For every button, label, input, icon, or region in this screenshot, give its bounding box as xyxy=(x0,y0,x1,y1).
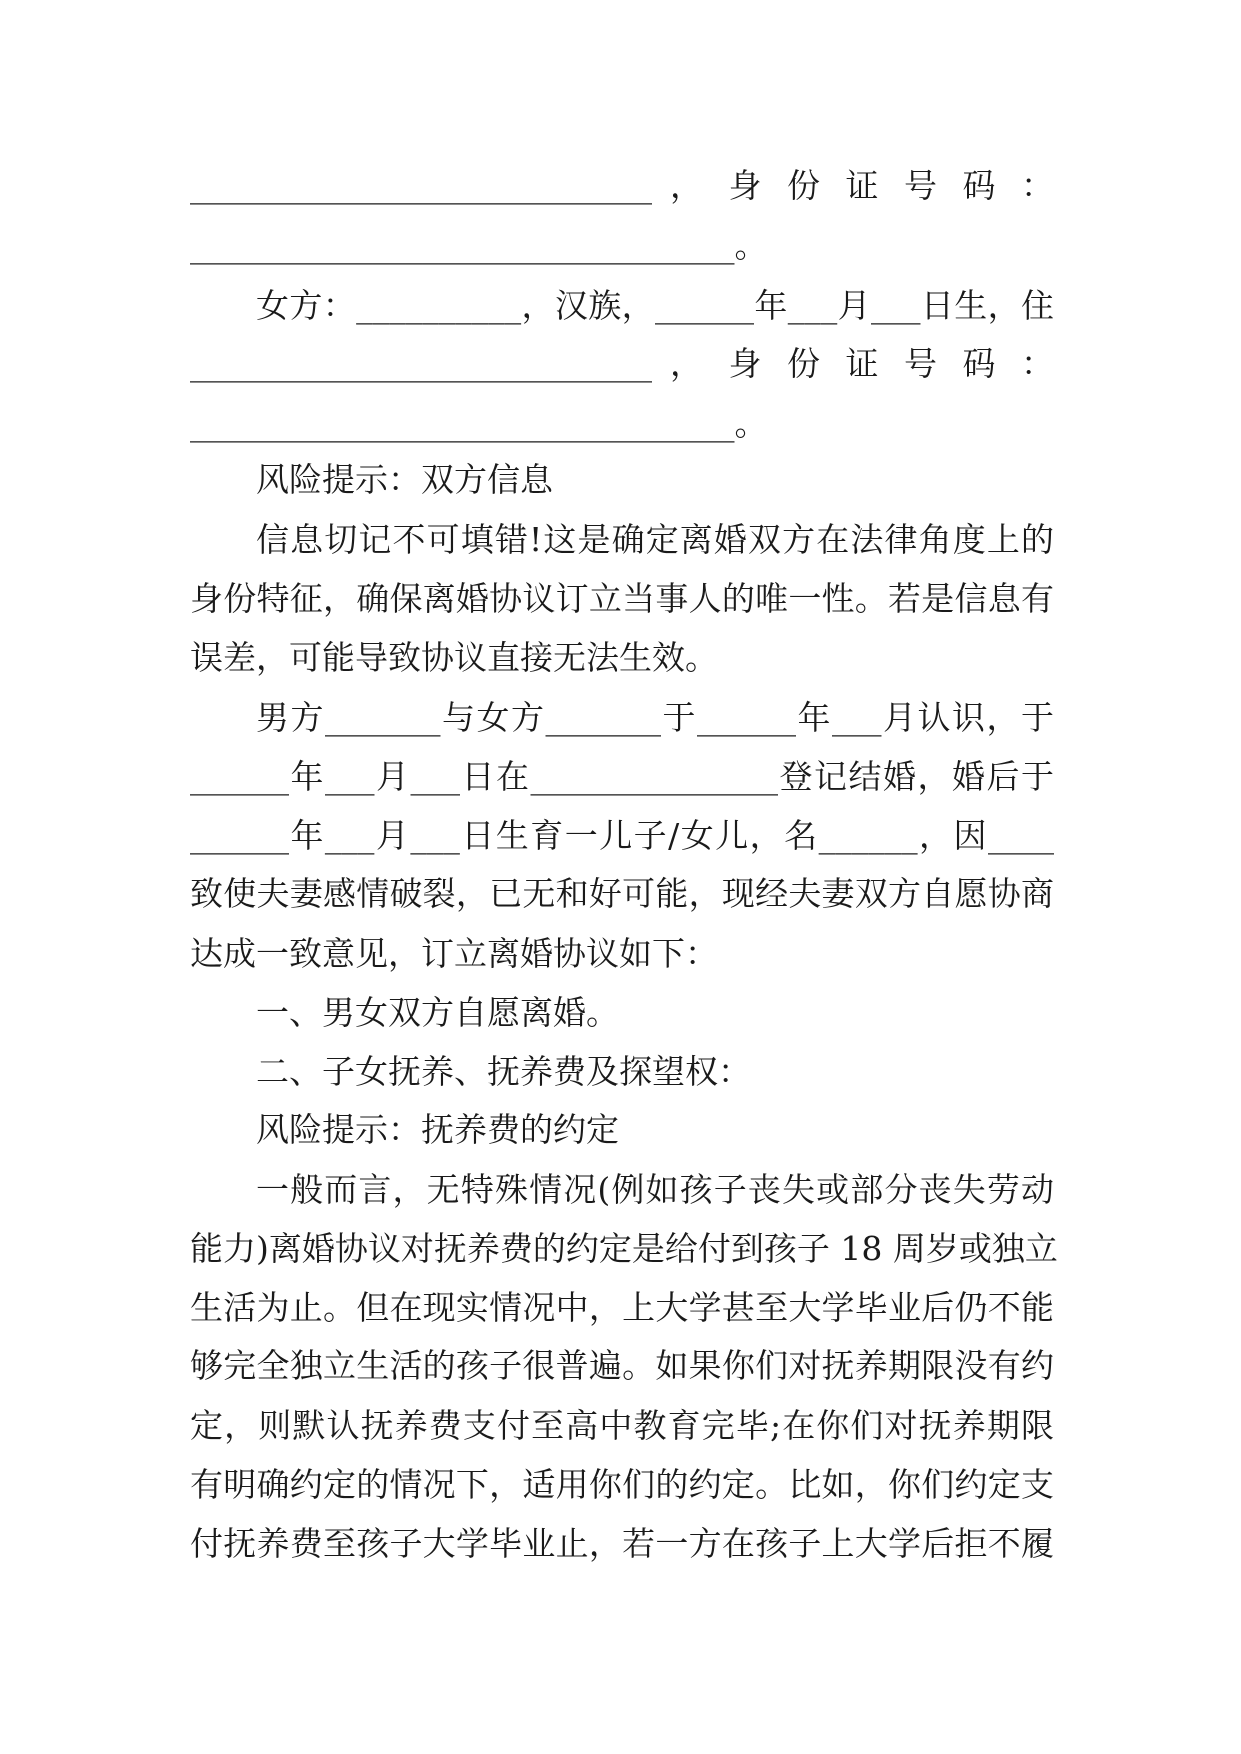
paragraph-line: 够完全独立生活的孩子很普遍。如果你们对抚养期限没有约 xyxy=(190,1346,1054,1385)
paragraph-line: 一般而言，无特殊情况(例如孩子丧失或部分丧失劳动 xyxy=(256,1170,1054,1209)
paragraph-line: 达成一致意见，订立离婚协议如下： xyxy=(190,934,718,973)
clause-two-heading: 二、子女抚养、抚养费及探望权： xyxy=(256,1052,751,1091)
clause-one: 一、男女双方自愿离婚。 xyxy=(256,993,619,1032)
paragraph-line: 信息切记不可填错!这是确定离婚双方在法律角度上的 xyxy=(256,520,1054,559)
paragraph-line: 致使夫妻感情破裂，已无和好可能，现经夫妻双方自愿协商 xyxy=(190,874,1054,913)
paragraph-line: ______年___月___日在_______________登记结婚，婚后于 xyxy=(190,757,1054,796)
paragraph-line: 身份特征，确保离婚协议订立当事人的唯一性。若是信息有 xyxy=(190,579,1054,618)
paragraph-line: 男方_______与女方_______于______年___月认识，于 xyxy=(256,698,1054,737)
paragraph-line: 误差，可能导致协议直接无法生效。 xyxy=(190,638,718,677)
paragraph-line: 定，则默认抚养费支付至高中教育完毕;在你们对抚养期限 xyxy=(190,1406,1054,1445)
paragraph-line: 有明确约定的情况下，适用你们的约定。比如，你们约定支 xyxy=(190,1465,1054,1504)
text-line-blank-male: _________________________________。 xyxy=(190,226,768,265)
risk-heading-party-info: 风险提示：双方信息 xyxy=(256,460,553,499)
text-line-id-number-male: ____________________________ ， 身 份 证 号 码 ： xyxy=(190,166,1054,205)
paragraph-line: ______年___月___日生育一儿子/女儿，名______，因____ xyxy=(190,816,1054,855)
paragraph-line: 生活为止。但在现实情况中，上大学甚至大学毕业后仍不能 xyxy=(190,1288,1054,1327)
risk-heading-child-support: 风险提示：抚养费的约定 xyxy=(256,1110,619,1149)
paragraph-line: 付抚养费至孩子大学毕业止，若一方在孩子上大学后拒不履 xyxy=(190,1524,1054,1563)
text-line-id-number-female: ____________________________ ， 身 份 证 号 码 ： xyxy=(190,344,1054,383)
paragraph-line: 能力)离婚协议对抚养费的约定是给付到孩子 18 周岁或独立 xyxy=(190,1229,1058,1268)
text-line-female-info: 女方：__________，汉族，______年___月___日生，住 xyxy=(256,286,1054,325)
text-line-blank-female: _________________________________。 xyxy=(190,404,768,443)
